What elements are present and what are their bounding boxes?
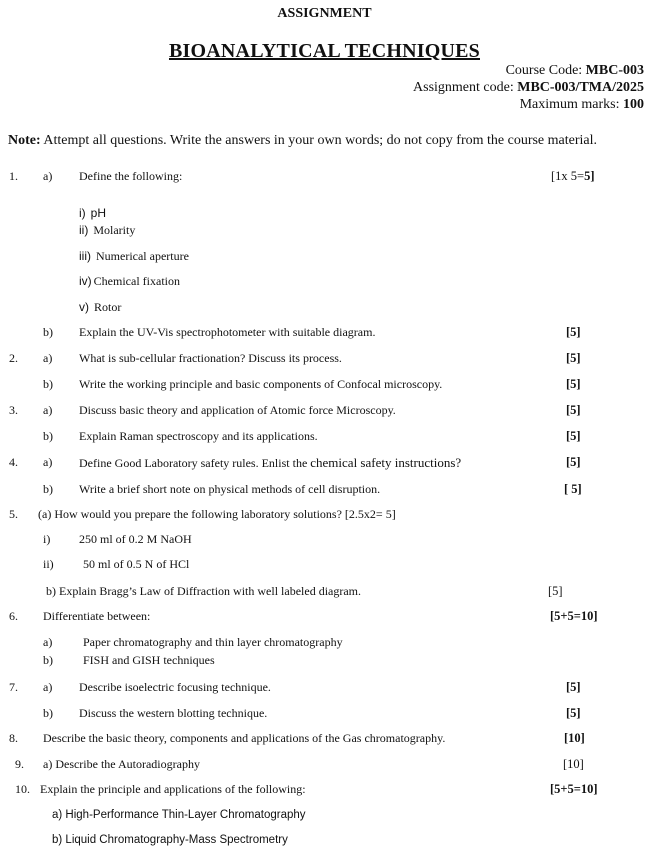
q6-item-2-text: FISH and GISH techniques	[83, 653, 215, 667]
course-code-line	[506, 63, 644, 79]
page-title: BIOANALYTICAL TECHNIQUES	[168, 40, 480, 62]
q4b-text: Write a brief short note on physical methods of cell disruption.	[79, 482, 381, 496]
assignment-code-value: MBC-003/TMA/2025	[517, 80, 644, 95]
q1-item-1-label: i)	[79, 206, 86, 220]
q1-item-5	[79, 300, 121, 315]
q3a-letter: a)	[43, 403, 53, 417]
q4a-text-part-2: chemical safety instructions?	[310, 455, 462, 470]
q1-item-2-label: ii)	[79, 223, 89, 237]
assignment-code-line	[413, 80, 644, 96]
q5-item-1-label: i)	[43, 532, 51, 546]
q5b-marks: [5]	[548, 584, 563, 598]
q6-number: 6.	[9, 609, 18, 623]
q1-item-3	[79, 249, 189, 264]
q1-item-2-text: Molarity	[93, 223, 136, 237]
q1-item-1	[79, 206, 106, 221]
q7b-text: Discuss the western blotting technique.	[79, 706, 268, 720]
q2a-letter: a)	[43, 351, 53, 365]
q5-item-2-text: 50 ml of 0.5 N of HCl	[83, 557, 190, 571]
instructions-note	[8, 133, 597, 149]
q1-item-3-label: iii)	[79, 249, 91, 263]
note-text: Attempt all questions. Write the answers in your own words; do not copy from the course material.	[40, 133, 597, 148]
q7-number: 7.	[9, 680, 18, 694]
q9-number: 9.	[15, 757, 24, 771]
q2a-marks: [5]	[566, 351, 581, 365]
q1b-marks: [5]	[566, 325, 581, 339]
q5-number: 5.	[9, 507, 18, 521]
q7b-marks: [5]	[566, 706, 581, 720]
q4a-text-part-1: Define Good Laboratory safety rules. Enlist the	[79, 456, 308, 470]
q3b-marks: [5]	[566, 429, 581, 443]
q4a-marks: [5]	[566, 455, 581, 469]
q4b-marks: [ 5]	[564, 482, 582, 496]
q1a-text: Define the following:	[79, 169, 183, 183]
q10-item-1: a) High-Performance Thin-Layer Chromatography	[52, 809, 306, 821]
max-marks-value: 100	[623, 97, 644, 112]
q1-item-4	[79, 274, 180, 289]
q5b-text: b) Explain Bragg’s Law of Diffraction with well labeled diagram.	[46, 584, 362, 598]
q3b-letter: b)	[43, 429, 53, 443]
q6-item-1-text: Paper chromatography and thin layer chromatography	[83, 635, 343, 649]
q2b-marks: [5]	[566, 377, 581, 391]
q6-item-1-label: a)	[43, 635, 53, 649]
q5-item-2-label: ii)	[43, 557, 54, 571]
q1b-text: Explain the UV-Vis spectrophotometer with suitable diagram.	[79, 325, 376, 339]
q10-number: 10.	[15, 782, 30, 796]
q1a-letter: a)	[43, 169, 53, 183]
q9-marks: [10]	[563, 757, 584, 771]
q9-text: a) Describe the Autoradiography	[43, 757, 200, 771]
q2b-text: Write the working principle and basic components of Confocal microscopy.	[79, 377, 443, 391]
q10-item-2: b) Liquid Chromatography-Mass Spectrometry	[52, 834, 288, 846]
q5-item-1-text: 250 ml of 0.2 M NaOH	[79, 532, 192, 546]
q8-number: 8.	[9, 731, 18, 745]
q2-number: 2.	[9, 351, 18, 365]
q10-text: Explain the principle and applications of the following:	[40, 782, 306, 796]
q1-item-4-text: Chemical fixation	[93, 274, 180, 288]
q4a-text	[79, 455, 461, 471]
assignment-heading: ASSIGNMENT	[277, 6, 372, 21]
q10-marks: [5+5=10]	[550, 782, 598, 796]
q6-marks: [5+5=10]	[550, 609, 598, 623]
q3a-marks: [5]	[566, 403, 581, 417]
q6-text: Differentiate between:	[43, 609, 151, 623]
q6-item-2-label: b)	[43, 653, 53, 667]
q4-number: 4.	[9, 455, 18, 469]
q1-item-4-label: iv)	[79, 274, 92, 288]
q1a-marks	[551, 169, 595, 184]
q4b-letter: b)	[43, 482, 53, 496]
q2b-letter: b)	[43, 377, 53, 391]
note-label: Note:	[8, 133, 41, 148]
q1-item-1-text: pH	[90, 206, 107, 220]
q1-item-2	[79, 223, 135, 238]
q7a-marks: [5]	[566, 680, 581, 694]
max-marks-label: Maximum marks:	[519, 97, 623, 112]
q7a-text: Describe isoelectric focusing technique.	[79, 680, 271, 694]
q1b-letter: b)	[43, 325, 53, 339]
assignment-code-label: Assignment code:	[413, 80, 518, 95]
q3a-text: Discuss basic theory and application of Atomic force Microscopy.	[79, 403, 396, 417]
q5a-text: (a) How would you prepare the following laboratory solutions? [2.5x2= 5]	[38, 507, 396, 521]
q8-marks: [10]	[564, 731, 585, 745]
q7a-letter: a)	[43, 680, 53, 694]
q2a-text: What is sub-cellular fractionation? Discuss its process.	[79, 351, 342, 365]
q1a-marks-prefix: [1x 5=	[551, 169, 585, 183]
q3b-text: Explain Raman spectroscopy and its applications.	[79, 429, 318, 443]
q1-item-3-text: Numerical aperture	[96, 249, 189, 263]
q1-number: 1.	[9, 169, 18, 183]
q1-item-5-label: v)	[79, 300, 89, 314]
q3-number: 3.	[9, 403, 18, 417]
q1a-marks-value: 5]	[584, 169, 595, 183]
max-marks-line	[520, 97, 644, 113]
q4a-letter: a)	[43, 455, 53, 469]
course-code-value: MBC-003	[585, 63, 644, 78]
q7b-letter: b)	[43, 706, 53, 720]
q8-text: Describe the basic theory, components and applications of the Gas chromatography.	[43, 731, 446, 745]
q1-item-5-text: Rotor	[94, 300, 122, 314]
course-code-label: Course Code:	[505, 63, 586, 78]
